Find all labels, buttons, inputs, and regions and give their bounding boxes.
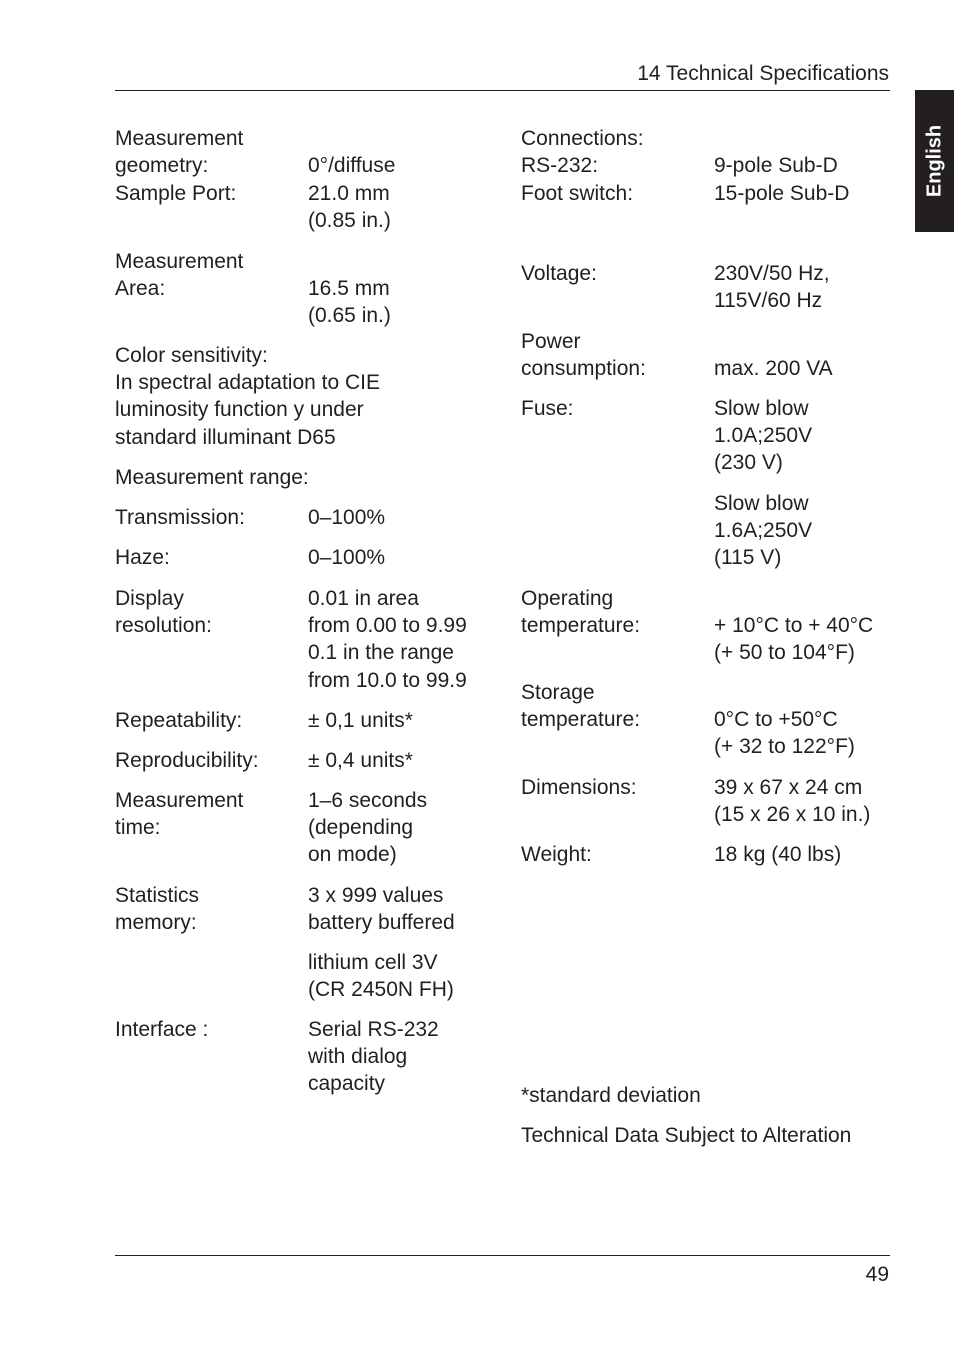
spec-label: Measurement geometry:: [115, 127, 244, 178]
spec-label: Measurement Area:: [115, 250, 244, 301]
spec-value: 1–6 seconds (depending on mode): [308, 789, 428, 867]
spec-foot-switch: [521, 180, 849, 207]
language-tab: [915, 90, 954, 232]
spec-measurement-range: Measurement range:: [115, 466, 309, 489]
spec-storage-temperature: [521, 679, 855, 761]
spec-statistics-memory: [115, 882, 455, 936]
spec-value: 9-pole Sub-D: [714, 154, 838, 177]
spec-label: Storage temperature:: [521, 681, 641, 732]
spec-value: max. 200 VA: [714, 357, 833, 381]
spec-value: ± 0,1 units*: [308, 709, 413, 732]
spec-power-consumption: [521, 328, 833, 382]
spec-dimensions: [521, 774, 870, 828]
spec-display-resolution: [115, 585, 467, 694]
spec-label: Weight:: [521, 843, 592, 866]
spec-label: RS-232:: [521, 154, 599, 177]
spec-value: 0°/diffuse: [308, 154, 396, 178]
spec-value: 18 kg (40 lbs): [714, 843, 842, 866]
spec-label: Reproducibility:: [115, 749, 259, 772]
spec-label: Dimensions:: [521, 776, 637, 799]
spec-label: Measurement time:: [115, 789, 244, 840]
spec-operating-temperature: [521, 585, 873, 667]
spec-label: Interface :: [115, 1018, 209, 1041]
spec-value: Serial RS-232 with dialog capacity: [308, 1018, 439, 1096]
footnote: *standard deviation: [521, 1084, 701, 1107]
spec-label: Power consumption:: [521, 330, 646, 381]
spec-label: Haze:: [115, 546, 170, 569]
spec-label: Transmission:: [115, 506, 245, 529]
spec-value: ± 0,4 units*: [308, 749, 413, 772]
spec-rs232: [521, 152, 838, 179]
spec-measurement-time: [115, 787, 427, 869]
spec-sample-port: [115, 180, 391, 234]
footer-rule: [115, 1255, 890, 1256]
spec-connections: Connections:: [521, 127, 644, 150]
spec-measurement-geometry: [115, 125, 395, 179]
spec-label: Statistics memory:: [115, 884, 200, 935]
spec-repeatability: [115, 707, 413, 734]
spec-label: Foot switch:: [521, 182, 634, 205]
spec-haze: [115, 544, 385, 571]
spec-measurement-area: [115, 248, 391, 330]
spec-color-sensitivity: Color sensitivity: In spectral adaptation to CIE luminosity function y under standard illuminant D65: [115, 344, 380, 449]
spec-battery: [115, 949, 454, 1003]
spec-value: 3 x 999 values battery buffered: [308, 884, 455, 935]
spec-value: lithium cell 3V (CR 2450N FH): [308, 951, 454, 1002]
spec-label: Fuse:: [521, 397, 574, 420]
header-rule: [115, 90, 890, 91]
spec-label: Operating temperature:: [521, 587, 641, 638]
spec-value: 21.0 mm (0.85 in.): [308, 182, 391, 233]
spec-weight: [521, 841, 841, 868]
spec-value: Slow blow 1.6A;250V (115 V): [714, 492, 813, 570]
spec-label: Display resolution:: [115, 587, 212, 638]
spec-value: 230V/50 Hz, 115V/60 Hz: [714, 262, 830, 313]
spec-value: + 10°C to + 40°C (+ 50 to 104°F): [714, 614, 874, 665]
spec-reproducibility: [115, 747, 413, 774]
spec-transmission: [115, 504, 385, 531]
spec-value: 16.5 mm (0.65 in.): [308, 277, 391, 328]
spec-value: 39 x 67 x 24 cm (15 x 26 x 10 in.): [714, 776, 871, 827]
spec-value: 0–100%: [308, 546, 386, 569]
spec-value: 15-pole Sub-D: [714, 182, 850, 205]
language-tab-label: English: [922, 124, 945, 198]
spec-fuse: [521, 395, 812, 477]
spec-fuse-alt: [521, 490, 812, 572]
spec-value: Slow blow 1.0A;250V (230 V): [714, 397, 813, 475]
section-title: 14 Technical Specifications: [637, 62, 889, 85]
spec-label: Voltage:: [521, 262, 597, 285]
spec-value: 0°C to +50°C (+ 32 to 122°F): [714, 708, 855, 759]
spec-interface: [115, 1016, 439, 1098]
spec-label: Repeatability:: [115, 709, 243, 732]
spec-value: 0.01 in area from 0.00 to 9.99 0.1 in the range from 10.0 to 99.9: [308, 587, 467, 692]
spec-voltage: [521, 260, 830, 314]
disclaimer: Technical Data Subject to Alteration: [521, 1124, 852, 1147]
spec-value: 0–100%: [308, 506, 386, 529]
spec-label: Sample Port:: [115, 182, 237, 205]
page-number: 49: [865, 1263, 889, 1286]
